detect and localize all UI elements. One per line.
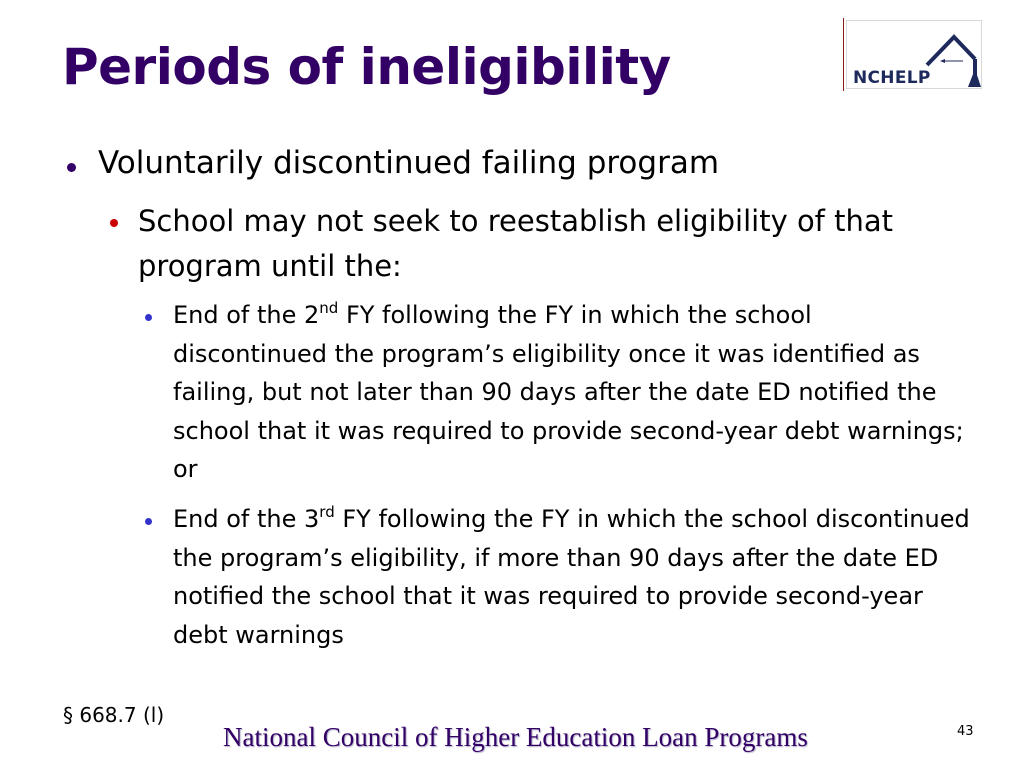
bullet-text-rest: FY following the FY in which the school discontinued the program’s eligibility, if more than 90 days after the date ED notified the school that it was required to provide second-year debt warnings [173, 505, 970, 649]
bullet-text-rest: FY following the FY in which the school discontinued the program’s eligibility once it was identified as failing, but not later than 90 days after the date ED notified the school that it was required to provide second-year debt warnings; or [173, 301, 964, 483]
bullet-dot-level1 [67, 163, 76, 172]
bullet-dot-level2 [110, 219, 118, 227]
slide-title: Periods of ineligibility [62, 38, 671, 96]
nchelp-logo [843, 18, 982, 91]
bullet-level3-item [173, 296, 973, 489]
bullet-level1: Voluntarily discontinued failing program [98, 145, 720, 181]
bullet-text-prefix: End of the 3 [173, 505, 320, 533]
ordinal-suffix: rd [319, 503, 335, 521]
bullet-level3-item [173, 500, 973, 654]
house-icon [923, 25, 981, 91]
bullet-text-prefix: End of the 2 [173, 301, 320, 329]
regulation-citation: § 668.7 (l) [63, 703, 165, 727]
page-number: 43 [957, 724, 974, 739]
bullet-level2: School may not seek to reestablish eligibility of that program until the: [138, 204, 894, 283]
footer-organization: National Council of Higher Education Loan Programs [223, 722, 808, 752]
bullet-dot-level3 [145, 518, 152, 525]
ordinal-suffix: nd [319, 299, 339, 317]
logo-text: NCHELP [853, 68, 931, 88]
bullet-dot-level3 [145, 314, 152, 321]
